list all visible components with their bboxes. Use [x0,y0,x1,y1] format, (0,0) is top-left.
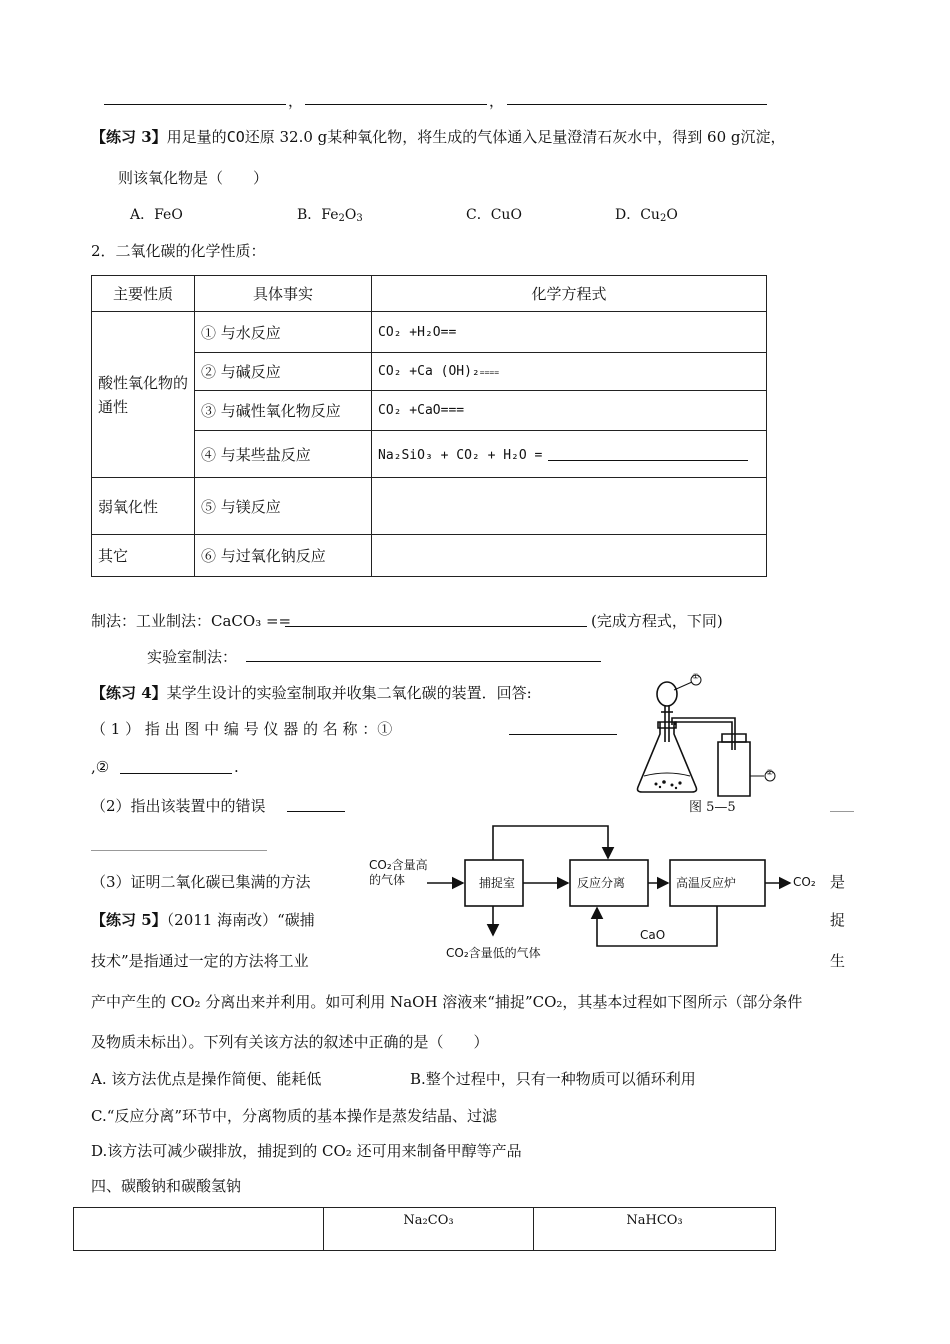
exercise-3-line2: 则该氧化物是（ ） [118,169,269,187]
flow-output: CO₂ [793,875,816,889]
flow-box-separation: 反应分离 [577,876,626,890]
industrial-prep-blank[interactable] [285,626,587,627]
exercise-4-q1: （ 1 ） 指 出 图 中 编 号 仪 器 的 名 称 ：① [91,720,393,738]
exercise-5-option-b[interactable]: B.整个过程中，只有一种物质可以循环利用 [410,1070,696,1088]
blank-line-2[interactable] [305,104,487,105]
section-4-title: 四、碳酸钠和碳酸氢钠 [91,1177,242,1195]
q2-blank-cont[interactable] [91,850,267,851]
q1-blank-1[interactable] [509,734,617,735]
option-a[interactable]: A．FeO [130,207,183,223]
exercise-3-label: 【练习 3】 [91,128,167,146]
q2-blank-right[interactable] [830,811,854,812]
equation-row-4[interactable]: Na₂SiO₃ + CO₂ + H₂O = [372,431,767,478]
industrial-prep-note: (完成方程式，下同) [591,612,723,630]
conical-flask [638,722,697,792]
fact-row-1: ① 与水反应 [195,312,372,353]
fig-mark-1: ① [692,672,700,681]
group-weak-oxidizer: 弱氧化性 [92,478,195,535]
group-other: 其它 [92,535,195,577]
option-b[interactable]: B．$Fe_2O_3$ [297,207,363,224]
apparatus-figure [630,672,790,802]
exercise-5-option-a[interactable]: A. 该方法优点是操作简便、能耗低 [91,1070,322,1088]
exercise-5-line3: 产中产生的 CO₂ 分离出来并利用。如可利用 NaOH 溶液来“捕捉”CO₂，其基本过程如下图所示（部分条件 [91,993,803,1011]
equation-row-1[interactable]: CO₂ +H₂O== [372,312,767,353]
exercise-3-line1: 【练习 3】用足量的CO还原 32.0 g某种氧化物，将生成的气体通入足量澄清石灰水中，得到 60 g沉淀， [91,128,786,146]
fact-row-5: ⑤ 与镁反应 [195,478,372,535]
header-fact: 具体事实 [195,276,372,312]
flow-recycle-cao: CaO [640,928,666,942]
equation-row-2[interactable]: CO₂ +Ca (OH)₂==== [372,353,767,391]
separator-1: ， [288,92,304,110]
option-d[interactable]: D．$Cu_2O$ [615,207,678,224]
exercise-4-intro: 【练习 4】某学生设计的实验室制取并收集二氧化碳的装置．回答: [91,684,532,702]
exercise-5-option-d[interactable]: D.该方法可减少碳排放，捕捉到的 CO₂ 还可用来制备甲醇等产品 [91,1142,522,1160]
header-equation: 化学方程式 [372,276,767,312]
equation-row-6[interactable] [372,535,767,577]
fact-row-4: ④ 与某些盐反应 [195,431,372,478]
co2-properties-table [91,275,767,577]
q2-blank[interactable] [287,811,345,812]
fact-row-2: ② 与碱反应 [195,353,372,391]
fact-row-3: ③ 与碱性氧化物反应 [195,391,372,431]
funnel-bulb [657,682,677,706]
gas-jar [718,742,750,796]
header-property: 主要性质 [92,276,195,312]
exercise-4-q3: （3）证明二氧化碳已集满的方法 [91,873,311,891]
flow-low-co2: CO₂含量低的气体 [446,946,541,960]
lab-prep-blank[interactable] [246,661,601,662]
exercise-5-line1: 【练习 5】（2011 海南改）“碳捕 [91,911,315,929]
section-2-title: 2．二氧化碳的化学性质： [91,242,266,260]
exercise-4-q3-end: 是 [830,873,846,891]
exercise-4-q2: （2）指出该装置中的错误 [91,797,266,815]
option-c[interactable]: C．CuO [466,207,522,223]
exercise-5-line4: 及物质未标出）。下列有关该方法的叙述中正确的是（ ） [91,1033,489,1051]
flow-input-label: CO₂含量高 的气体 [369,858,428,887]
q1-blank-2[interactable] [120,773,232,774]
exercise-5-line2: 技术”是指通过一定的方法将工业 [91,952,309,970]
equation-row-5[interactable] [372,478,767,535]
equation-row-3[interactable]: CO₂ +CaO=== [372,391,767,431]
exercise-5-line2-end: 生 [830,952,846,970]
blank-line-1[interactable] [104,104,286,105]
fact-row-6: ⑥ 与过氧化钠反应 [195,535,372,577]
exercise-4-q1b: ,② [91,758,110,776]
header-na2co3: Na₂CO₃ [324,1208,534,1251]
blank-header-cell [74,1208,324,1251]
exercise-5-option-c[interactable]: C.“反应分离”环节中，分离物质的基本操作是蒸发结晶、过滤 [91,1107,498,1125]
exercise-5-line1-end: 捉 [830,911,846,929]
separator-2: ， [489,92,505,110]
lab-prep: 实验室制法： [147,648,238,666]
figure-caption: 图 5—5 [689,800,736,815]
group-acidic-oxide: 酸性氧化物的通性 [92,312,195,478]
flow-box-furnace: 高温反应炉 [676,876,737,890]
carbonate-comparison-table [73,1207,776,1251]
carbon-capture-flow-diagram [365,822,825,972]
blank-line-3[interactable] [507,104,767,105]
header-nahco3: NaHCO₃ [534,1208,776,1251]
fig-mark-2: ② [766,768,774,777]
industrial-prep: 制法：工业制法：CaCO₃ == [91,612,292,630]
flow-box-capture: 捕捉室 [479,876,516,890]
